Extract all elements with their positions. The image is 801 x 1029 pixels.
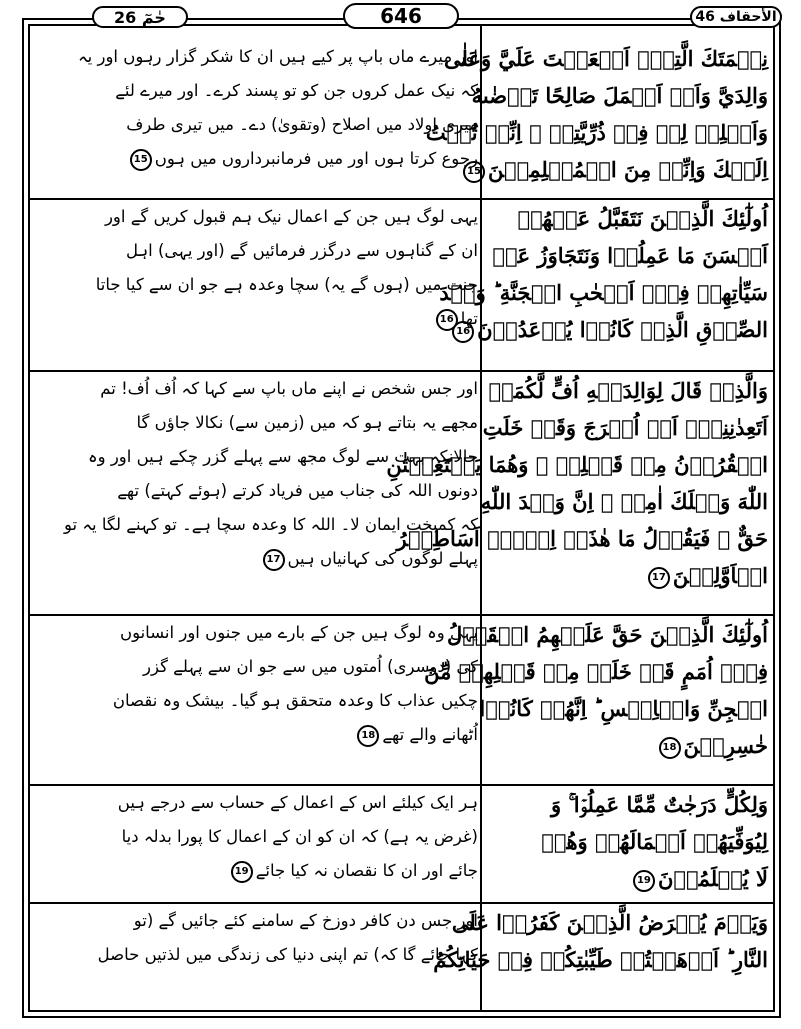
urdu-line: تھا16 (38, 302, 478, 336)
urdu-translation (38, 200, 478, 336)
urdu-line: کہ نیک عمل کروں جن کو تو پسند کرے۔ اور میرے لئے (115, 81, 478, 100)
arabic-line: خٰسِرِيۡنَ18 (488, 727, 768, 764)
urdu-line: ہر ایک کیلئے اس کے اعمال کے حساب سے درجے ہیں (117, 793, 478, 812)
arabic-line: وَلِكُلٍّ دَرَجٰتٌ مِّمَّا عَمِلُوۡا ۚ وَ (551, 792, 768, 817)
header-surah-label: الأحقاف 46 (695, 9, 777, 25)
urdu-translation (38, 40, 478, 176)
verse-block (30, 200, 773, 372)
urdu-line: کہ کمبخت ایمان لا۔ اللہ کا وعدہ سچا ہے۔ تو کہنے لگا یہ تو (64, 515, 478, 534)
arabic-line: اُولٰٓئِكَ الَّذِيۡنَ نَتَقَبَّلُ عَنۡهُمۡ (517, 206, 768, 231)
arabic-text (425, 40, 768, 188)
verse-number-marker: 18 (357, 725, 379, 747)
arabic-line: اُولٰٓئِكَ الَّذِيۡنَ حَقَّ عَلَيۡهِمُ الۡقَوۡلُ (446, 622, 768, 647)
verse-number-marker: 15 (130, 149, 152, 171)
arabic-line: وَالِدَيَّ وَاَنۡ اَعۡمَلَ صَالِحًا تَرۡضٰىهُ (471, 83, 768, 108)
urdu-line: چکیں عذاب کا وعدہ متحقق ہو گیا۔ بیشک وہ نقصان (112, 691, 478, 710)
verse-block (30, 616, 773, 786)
arabic-line: وَيَوۡمَ يُعۡرَضُ الَّذِيۡنَ كَفَرُوۡا عَلَى (451, 910, 768, 935)
urdu-line: پہلے لوگوں کی کہانیاں ہیں17 (38, 542, 478, 576)
urdu-line: مجھے یہ بتاتے ہو کہ میں (زمین سے) نکالا جاؤں گا (136, 413, 478, 432)
arabic-line: اِلَيۡكَ وَاِنِّيۡ مِنَ الۡمُسۡلِمِيۡنَ15 (488, 151, 768, 188)
urdu-line: ان کے گناہوں سے درگزر فرمائیں گے (اور یہی) اہل (125, 241, 478, 260)
header-page-number (343, 3, 459, 29)
arabic-line: اَحۡسَنَ مَا عَمِلُوۡا وَنَتَجَاوَزُ عَنۡ (492, 243, 768, 268)
header-juz (92, 6, 188, 28)
arabic-line: الصِّدۡقِ الَّذِيۡ كَانُوۡا يُوۡعَدُوۡنَ16 (488, 311, 768, 348)
urdu-translation (38, 904, 478, 972)
arabic-line: سَيِّاٰتِهِمۡ فِيۡۤ اَصۡحٰبِ الۡجَنَّةِ ؕ وَعۡدَ (439, 280, 768, 305)
urdu-line: یہی وہ لوگ ہیں جن کے بارے میں جنوں اور انسانوں (119, 623, 478, 642)
urdu-translation (38, 616, 478, 752)
arabic-line: اللّٰهَ وَيۡلَكَ اٰمِنۡ ۖ اِنَّ وَعۡدَ اللّٰهِ (480, 489, 768, 514)
verse-number-marker: 16 (452, 321, 474, 343)
header-surah (690, 6, 782, 28)
urdu-translation (38, 372, 478, 576)
urdu-line: اور میرے ماں باپ پر کیے ہیں ان کا شکر گزار رہوں اور یہ (77, 47, 478, 66)
verse-block (30, 786, 773, 904)
urdu-line: اور جس شخص نے اپنے ماں باپ سے کہا کہ اُف اُف! تم (100, 379, 478, 398)
header-juz-label: حٰمٓ 26 (114, 7, 166, 27)
arabic-line: الۡاَوَّلِيۡنَ17 (488, 557, 768, 594)
urdu-line: جنت میں (ہوں گے یہ) سچا وعدہ ہے جو ان سے کیا جاتا (95, 275, 478, 294)
verse-block (30, 904, 773, 1010)
arabic-line: الۡقُرُوۡنُ مِنۡ قَبۡلِيۡ ۚ وَهُمَا يَسۡتَغِيۡثٰنِ (386, 452, 768, 477)
urdu-line: حالانکہ بہت سے لوگ مجھ سے پہلے گزر چکے ہیں اور وہ (87, 447, 478, 466)
verse-block (30, 40, 773, 200)
verse-block (30, 372, 773, 616)
verse-number-marker: 17 (648, 567, 670, 589)
verse-number-marker: 15 (463, 161, 485, 183)
urdu-line: دونوں اللہ کی جناب میں فریاد کرتے (ہوئے کہتے) تھے (117, 481, 478, 500)
arabic-text (424, 616, 768, 764)
arabic-line: وَالَّذِيۡ قَالَ لِوَالِدَيۡهِ اُفٍّ لَّكُمَاۤ (488, 378, 768, 403)
verse-number-marker: 17 (263, 549, 285, 571)
arabic-line: الۡجِنِّ وَالۡاِنۡسِ ؕ اِنَّهُمۡ كَانُوۡا (479, 696, 768, 721)
urdu-line: کی (دوسری) اُمتوں میں سے جو ان سے پہلے گزر (143, 657, 478, 676)
urdu-translation (38, 786, 478, 888)
arabic-text (433, 904, 768, 978)
arabic-line: اَتَعِدٰنِنِيۡۤ اَنۡ اُخۡرَجَ وَقَدۡ خَلَتِ (482, 415, 768, 440)
page-number: 646 (380, 4, 422, 28)
arabic-line: النَّارِ ؕ اَذۡهَبۡتُمۡ طَيِّبٰتِكُمۡ فِيۡ حَيَاتِكُمُ (433, 947, 768, 972)
urdu-line: کہا جائے گا کہ) تم اپنی دنیا کی زندگی میں لذتیں حاصل (97, 945, 478, 964)
verse-number-marker: 18 (659, 737, 681, 759)
urdu-line: یہی لوگ ہیں جن کے اعمال نیک ہم قبول کریں گے اور (104, 207, 478, 226)
urdu-line: رجوع کرتا ہوں اور میں فرمانبرداروں میں ہوں15 (38, 142, 478, 176)
arabic-text (386, 372, 768, 594)
urdu-line: جائے اور ان کا نقصان نہ کیا جائے19 (38, 854, 478, 888)
arabic-line: لَا يُظۡلَمُوۡنَ19 (488, 860, 768, 897)
arabic-text (488, 786, 768, 897)
arabic-line: فِيۡۤ اُمَمٍ قَدۡ خَلَتۡ مِنۡ قَبۡلِهِمۡ مِّنَ (424, 659, 768, 684)
verse-number-marker: 19 (231, 861, 253, 883)
urdu-line: اور جس دن کافر دوزخ کے سامنے کئے جائیں گے (تو (133, 911, 478, 930)
urdu-line: اُٹھانے والے تھے18 (38, 718, 478, 752)
verse-number-marker: 19 (633, 870, 655, 892)
arabic-line: وَاَصۡلِحۡ لِيۡ فِيۡ ذُرِّيَّتِيۡ ۚ اِنِّيۡ تُبۡتُ (425, 120, 768, 145)
urdu-line: (غرض یہ ہے) کہ ان کو ان کے اعمال کا پورا بدلہ دیا (121, 827, 478, 846)
urdu-line: میری اولاد میں اصلاح (وتقویٰ) دے۔ میں تیری طرف (126, 115, 478, 134)
verse-number-marker: 16 (436, 309, 458, 331)
arabic-line: نِعۡمَتَكَ الَّتِيۡۤ اَنۡعَمۡتَ عَلَيَّ وَعَلٰى (444, 46, 768, 71)
arabic-line: لِيُوَفِّيَهُمۡ اَعۡمَالَهُمۡ وَهُمۡ (541, 829, 768, 854)
arabic-line: حَقٌّ ۖ فَيَقُوۡلُ مَا هٰذَاۤ اِلَّاۤ اَسَاطِيۡرُ (396, 526, 768, 551)
